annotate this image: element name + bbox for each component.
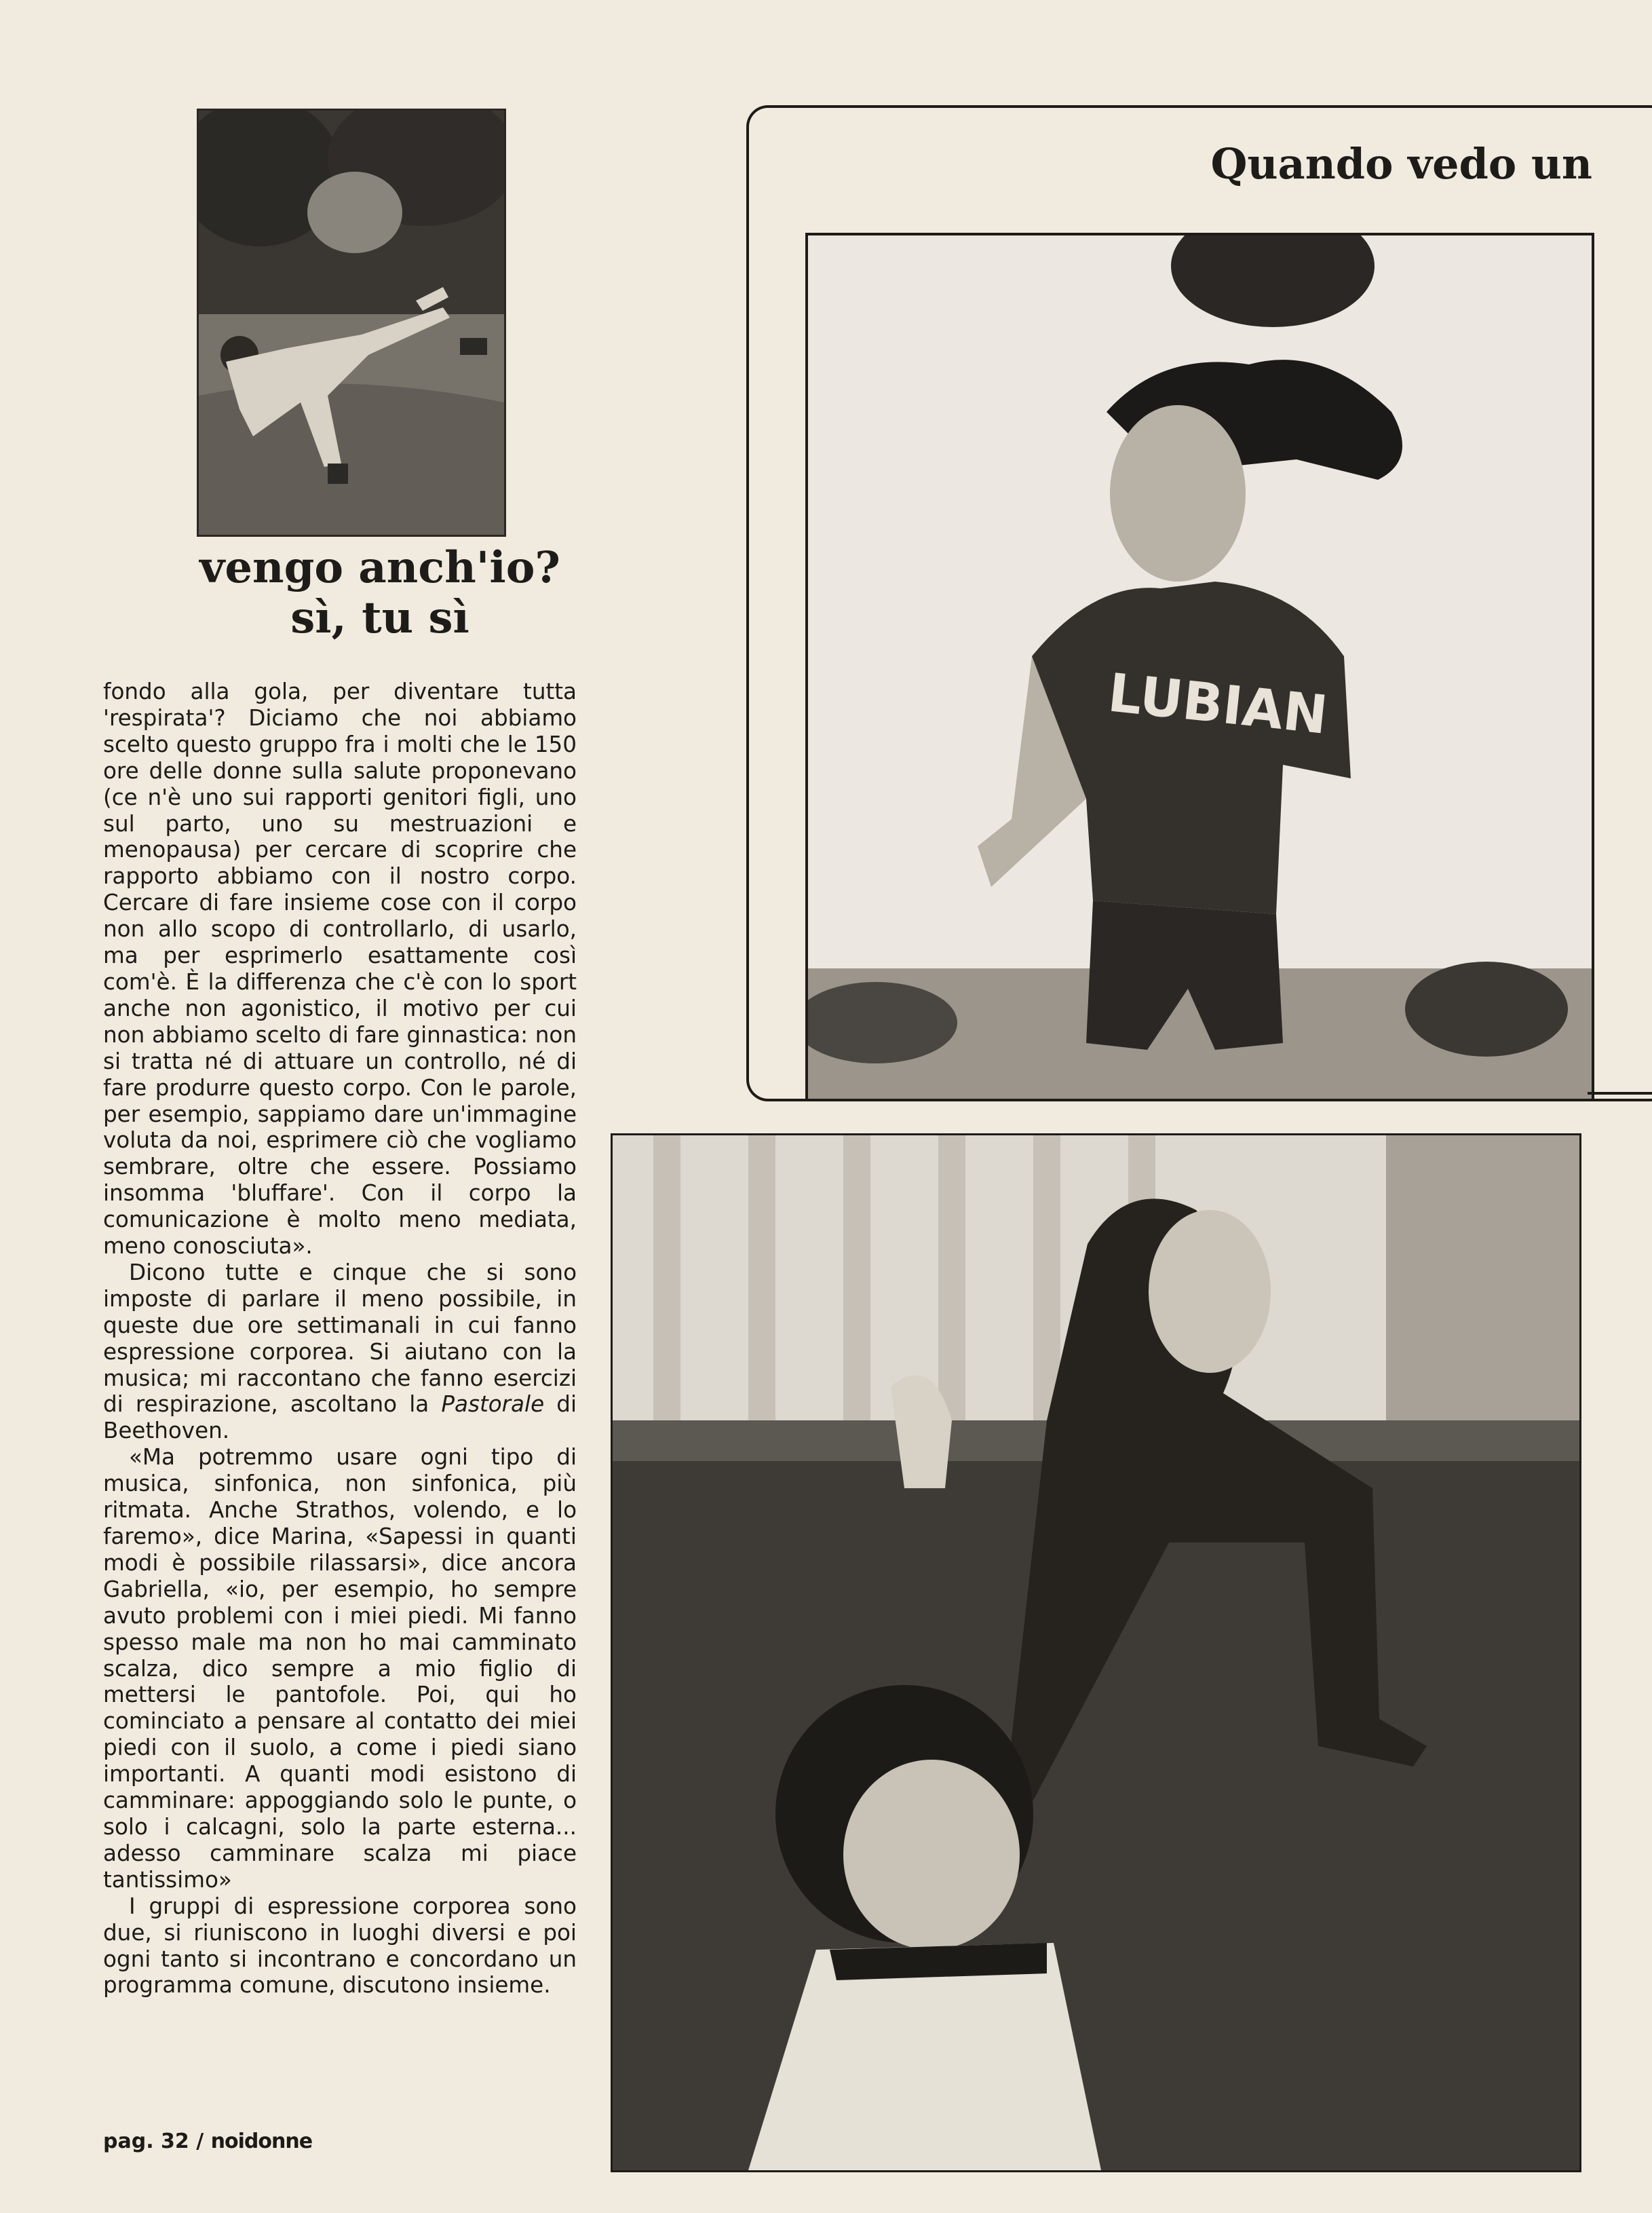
article-text: di Beethoven. — [103, 1391, 577, 1444]
page-number: pag. 32 / — [103, 2130, 204, 2153]
article-paragraph: I gruppi di espressione corporea sono due, si riuniscono in luoghi diversi e poi ogni tanto si incontrano e concordano un programma comune, discutono insieme. — [103, 1893, 577, 1999]
jersey-text: LUBIAN — [1105, 662, 1331, 746]
photo-football-player — [805, 233, 1594, 1101]
article-paragraph: «Ma potremmo usare ogni tipo di musica, sinfonica, non sinfonica, più ritmata. Anche Strathos, volendo, e lo faremo», dice Marina, «Sapessi in quanti modi è possibile rilassarsi», dice ancora Gabriella, «io, per esempio, ho sempre avuto problemi con i miei piedi. Mi fanno spesso male ma non ho mai camminato scalza, dico sempre a mio figlio di mettersi le pantofole. Poi, qui ho cominciato a pensare al contatto dei miei piedi con il suolo, a come i piedi siano importanti. A quanti modi esistono di camminare: appoggiando solo le punte, o solo i calcagni, solo la parte esterna... adesso camminare scalza mi piace tantissimo» — [103, 1444, 577, 1893]
photo-roller-skater — [197, 109, 506, 537]
headline-right: Quando vedo un — [1210, 139, 1592, 189]
headline-left — [136, 543, 624, 643]
photo-children-exercise — [611, 1133, 1581, 2172]
frame-rule — [1588, 1092, 1652, 1095]
article-emphasis: Pastorale — [441, 1391, 545, 1418]
article-paragraph — [103, 1260, 577, 1444]
article-text: Dicono tutte e cinque che si sono imposte di parlare il meno possibile, in queste due ore settimanali in cui fanno espressione corporea. Si aiutano con la musica; mi raccontano che fanno esercizi di respirazione, ascoltano la — [103, 1259, 577, 1418]
headline-left-line1: vengo anch'io? — [199, 542, 560, 593]
magazine-name: noidonne — [210, 2130, 313, 2153]
page-footer — [103, 2130, 312, 2153]
article-body — [103, 679, 577, 1999]
headline-left-line2: sì, tu sì — [290, 592, 469, 643]
article-paragraph: fondo alla gola, per diventare tutta 'respirata'? Diciamo che noi abbiamo scelto questo gruppo fra i molti che le 150 ore delle donne sulla salute proponevano (ce n'è uno sui rapporti genitori figli, uno sul parto, uno su mestruazioni e menopausa) per cercare di scoprire che rapporto abbiamo con il nostro corpo. Cercare di fare insieme cose con il corpo non allo scopo di controllarlo, di usarlo, ma per esprimerlo esattamente così com'è. È la differenza che c'è con lo sport anche non agonistico, il motivo per cui non abbiamo scelto di fare ginnastica: non si tratta né di attuare un controllo, né di fare produrre questo corpo. Con le parole, per esempio, sappiamo dare un'immagine voluta da noi, esprimere ciò che vogliamo sembrare, oltre che essere. Possiamo insomma 'bluffare'. Con il corpo la comunicazione è molto meno mediata, meno conosciuta». — [103, 679, 577, 1260]
